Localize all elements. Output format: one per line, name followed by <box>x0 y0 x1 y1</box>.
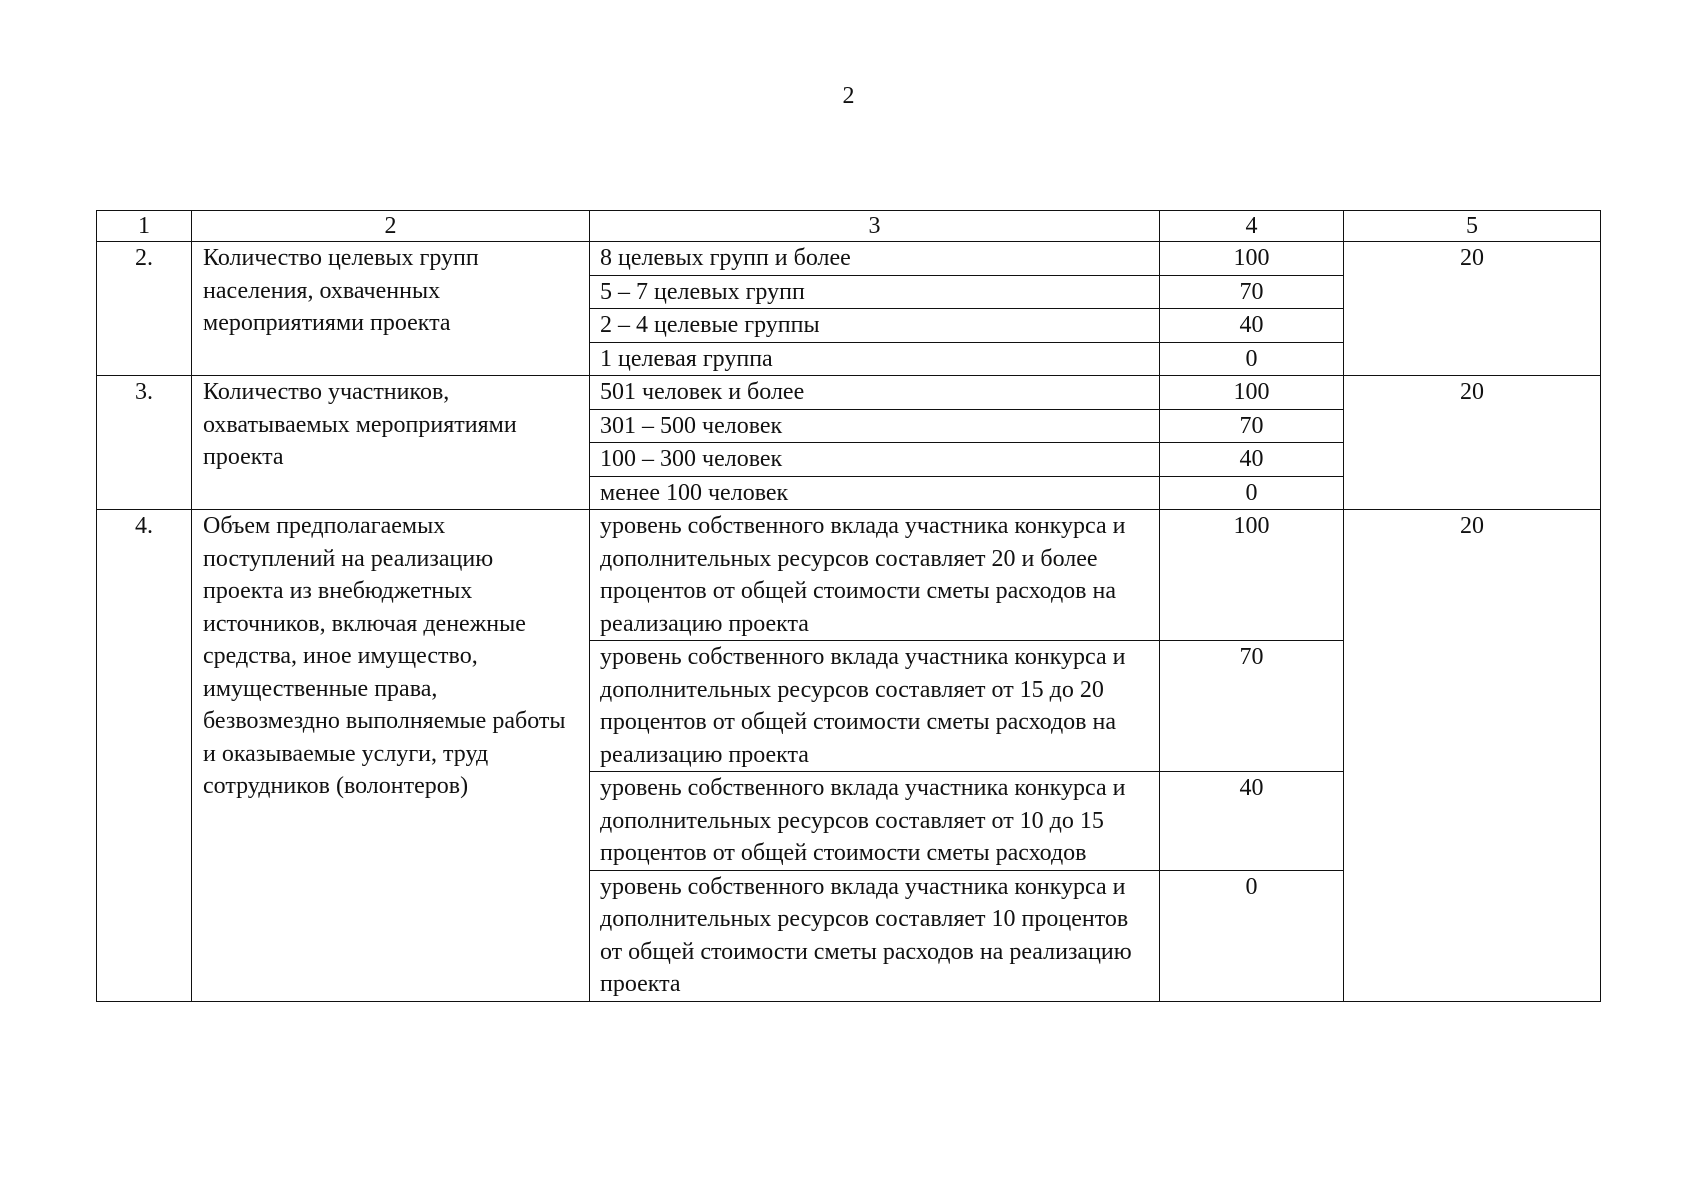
criterion-text: Количество целевых групп населения, охваченных мероприятиями проекта <box>192 242 590 376</box>
option-score: 0 <box>1160 476 1344 510</box>
option-score: 40 <box>1160 309 1344 343</box>
option-score: 0 <box>1160 870 1344 1001</box>
criterion-number: 2. <box>97 242 192 376</box>
table-row <box>97 376 1601 410</box>
header-cell: 5 <box>1344 211 1601 242</box>
option-text: 2 – 4 целевые группы <box>590 309 1160 343</box>
option-text: 1 целевая группа <box>590 342 1160 376</box>
option-score: 70 <box>1160 275 1344 309</box>
header-cell: 1 <box>97 211 192 242</box>
option-text: 100 – 300 человек <box>590 443 1160 477</box>
criterion-number: 4. <box>97 510 192 1002</box>
table-row <box>97 242 1601 276</box>
table-row <box>97 510 1601 641</box>
option-text: 301 – 500 человек <box>590 409 1160 443</box>
header-cell: 4 <box>1160 211 1344 242</box>
option-text: уровень собственного вклада участника конкурса и дополнительных ресурсов составляет 10 процентов от общей стоимости сметы расходов на реализацию проекта <box>590 870 1160 1001</box>
option-text: 5 – 7 целевых групп <box>590 275 1160 309</box>
option-score: 70 <box>1160 641 1344 772</box>
criteria-table <box>96 210 1601 1002</box>
criterion-text: Объем предполагаемых поступлений на реализацию проекта из внебюджетных источников, включая денежные средства, иное имущество, имущественные права, безвозмездно выполняемые работы и оказываемые услуги, труд сотрудников (волонтеров) <box>192 510 590 1002</box>
table-header-row <box>97 211 1601 242</box>
option-text: уровень собственного вклада участника конкурса и дополнительных ресурсов составляет 20 и более процентов от общей стоимости сметы расходов на реализацию проекта <box>590 510 1160 641</box>
option-score: 40 <box>1160 443 1344 477</box>
option-text: 501 человек и более <box>590 376 1160 410</box>
page-number: 2 <box>842 83 855 109</box>
option-text: менее 100 человек <box>590 476 1160 510</box>
header-cell: 2 <box>192 211 590 242</box>
option-text: уровень собственного вклада участника конкурса и дополнительных ресурсов составляет от 15 до 20 процентов от общей стоимости сметы расходов на реализацию проекта <box>590 641 1160 772</box>
criterion-weight: 20 <box>1344 376 1601 510</box>
option-score: 100 <box>1160 510 1344 641</box>
option-score: 100 <box>1160 242 1344 276</box>
criterion-weight: 20 <box>1344 510 1601 1002</box>
option-score: 40 <box>1160 772 1344 871</box>
option-score: 0 <box>1160 342 1344 376</box>
option-text: уровень собственного вклада участника конкурса и дополнительных ресурсов составляет от 10 до 15 процентов от общей стоимости сметы расходов <box>590 772 1160 871</box>
criterion-number: 3. <box>97 376 192 510</box>
option-text: 8 целевых групп и более <box>590 242 1160 276</box>
header-cell: 3 <box>590 211 1160 242</box>
criterion-weight: 20 <box>1344 242 1601 376</box>
criterion-text: Количество участников, охватываемых мероприятиями проекта <box>192 376 590 510</box>
option-score: 100 <box>1160 376 1344 410</box>
option-score: 70 <box>1160 409 1344 443</box>
